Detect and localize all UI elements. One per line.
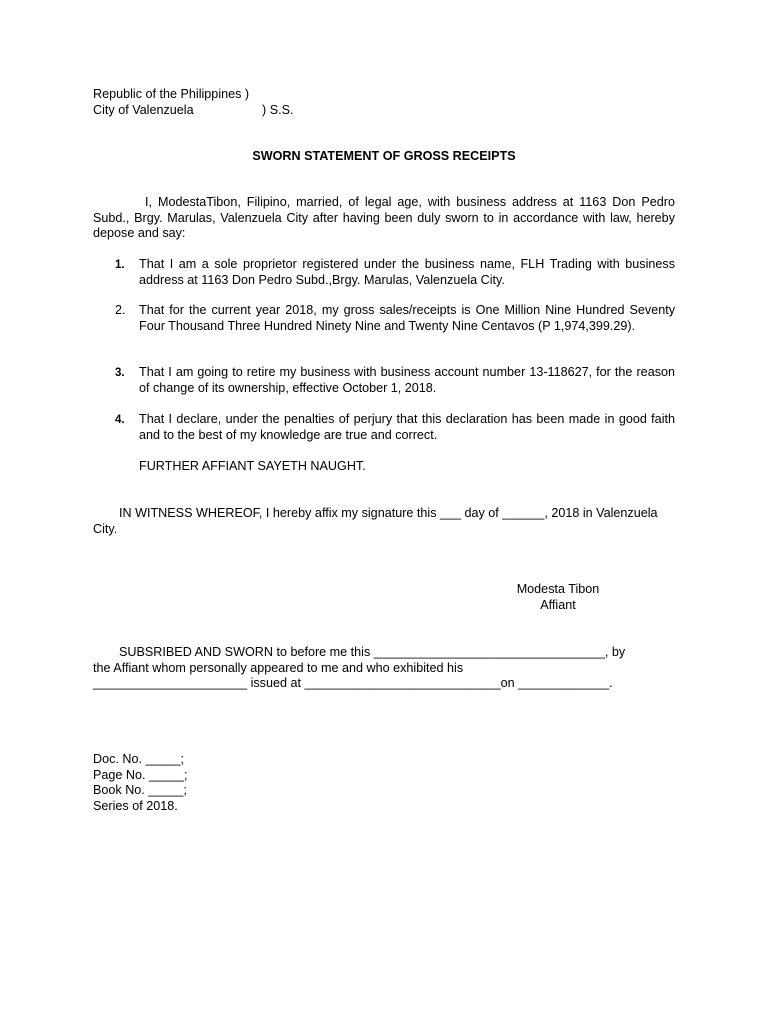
jurat-line-1: SUBSRIBED AND SWORN to before me this _________________________________, by (119, 645, 626, 659)
jurat-block (93, 645, 675, 692)
venue-city: City of Valenzuela (93, 102, 194, 117)
signature-block (470, 582, 646, 613)
list-item-number: 4. (115, 414, 125, 426)
affiant-name: Modesta Tibon (516, 582, 600, 596)
list-item-number: 1. (115, 259, 125, 271)
document-title: SWORN STATEMENT OF GROSS RECEIPTS (252, 149, 516, 163)
venue-republic: Republic of the Philippines ) (93, 87, 250, 101)
list-item-text: That I declare, under the penalties of perjury that this declaration has been made in good faith and to the best of my knowledge are true and correct. (139, 412, 675, 442)
further-affiant: FURTHER AFFIANT SAYETH NAUGHT. (139, 459, 366, 473)
doc-number: Doc. No. _____; (93, 752, 185, 766)
venue-block (93, 87, 294, 118)
page-number: Page No. _____; (93, 767, 188, 782)
list-item-text: That I am going to retire my business with business account number 13-118627, for the reason of change of its ownership, effective October 1, 2018. (139, 365, 675, 395)
book-number: Book No. _____; (93, 783, 187, 797)
venue-city-line (93, 102, 294, 119)
jurat-line-3: ______________________ issued at ____________________________on _____________. (93, 676, 613, 690)
venue-ss: ) S.S. (262, 102, 294, 117)
list-item-number: 2. (115, 303, 126, 317)
list-item-text: That for the current year 2018, my gross sales/receipts is One Million Nine Hundred Seventy Four Thousand Three Hundred Ninety Nine and Twenty Nine Centavos (P 1,974,399.29). (139, 303, 675, 333)
witness-paragraph: IN WITNESS WHEREOF, I hereby affix my signature this ___ day of ______, 2018 in Valenzuela City. (93, 506, 658, 536)
series-year: Series of 2018. (93, 798, 178, 813)
list-item-number: 3. (115, 367, 125, 379)
affiant-role: Affiant (540, 597, 576, 612)
notarial-register (93, 752, 188, 814)
list-item-text: That I am a sole proprietor registered under the business name, FLH Trading with business address at 1163 Don Pedro Subd.,Brgy. Marulas, Valenzuela City. (139, 257, 675, 287)
jurat-line-2: the Affiant whom personally appeared to me and who exhibited his (93, 660, 464, 675)
intro-paragraph: I, ModestaTibon, Filipino, married, of legal age, with business address at 1163 Don Pedro Subd., Brgy. Marulas, Valenzuela City after having been duly sworn to in accordance with law, hereby depose and say: (93, 195, 675, 240)
